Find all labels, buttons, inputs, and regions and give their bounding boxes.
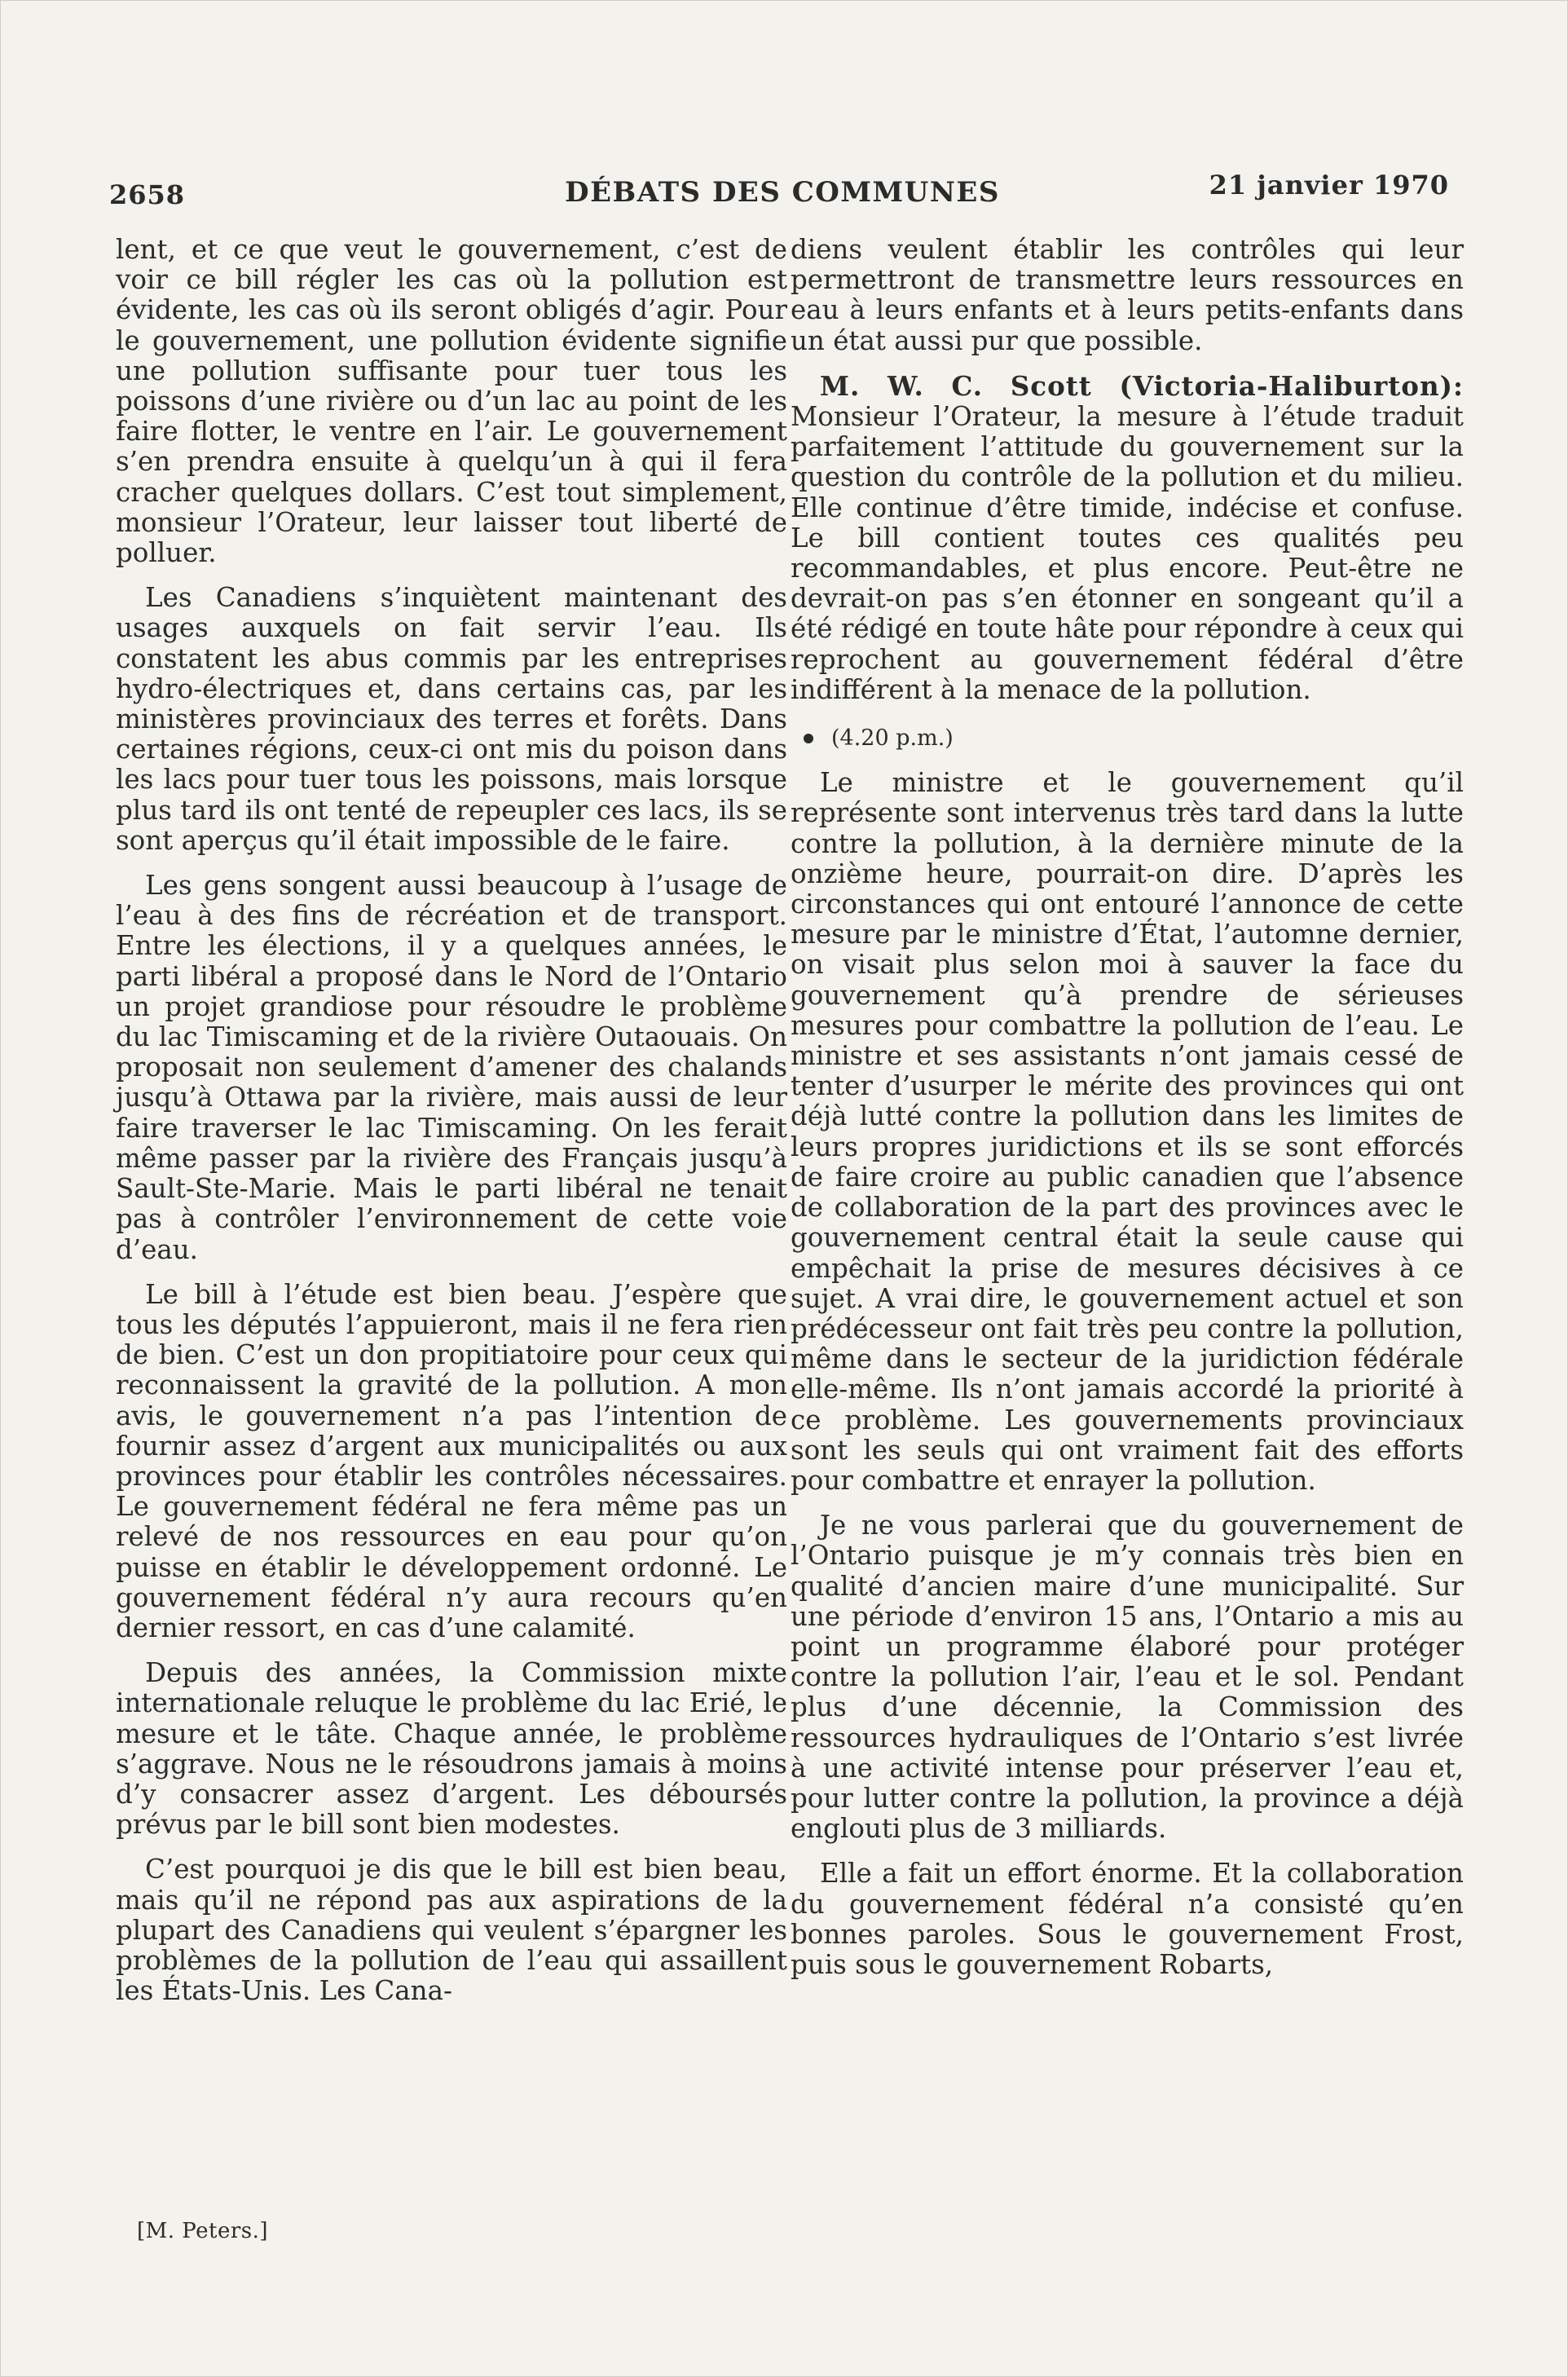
timestamp <box>791 723 1464 753</box>
page-header <box>109 166 1456 215</box>
right-column <box>791 235 1464 1980</box>
paragraph: C’est pourquoi je dis que le bill est bien beau, mais qu’il ne répond pas aux aspirations de la plupart des Canadiens qui veulent s’épargner les problèmes de la pollution de l’eau qui assaillent les États-Unis. Les Cana- <box>116 1854 787 2007</box>
paragraph: Depuis des années, la Commission mixte internationale reluque le problème du lac Erié, le mesure et le tâte. Chaque année, le problème s’aggrave. Nous ne le résoudrons jamais à moins d’y consacrer assez d’argent. Les déboursés prévus par le bill sont bien modestes. <box>116 1657 787 1841</box>
speaker-text: Monsieur l’Orateur, la mesure à l’étude traduit parfaitement l’attitude du gouvernement sur la question du contrôle de la pollution et du milieu. Elle continue d’être timide, indécise et confuse. Le bill contient toutes ces qualités peu recommandables, et plus encore. Peut-être ne devrait-on pas s’en étonner en songeant qu’il a été rédigé en toute hâte pour répondre à ceux qui reprochent au gouvernement fédéral d’être indifférent à la menace de la pollution. <box>791 401 1464 705</box>
journal-title: DÉBATS DES COMMUNES <box>565 176 1000 209</box>
speaker-attribution: [M. Peters.] <box>137 2219 269 2243</box>
paragraph: lent, et ce que veut le gouvernement, c’est de voir ce bill régler les cas où la pollution est évidente, les cas où ils seront obligés d’agir. Pour le gouvernement, une pollution évidente signifie une pollution suffisante pour tuer tous les poissons d’une rivière ou d’un lac au point de les faire flotter, le ventre en l’air. Le gouvernement s’en prendra ensuite à quelqu’un à qui il fera cracher quelques dollars. C’est tout simplement, monsieur l’Orateur, leur laisser tout liberté de polluer. <box>116 234 787 569</box>
issue-date: 21 janvier 1970 <box>1209 170 1449 201</box>
paragraph: Je ne vous parlerai que du gouvernement de l’Ontario puisque je m’y connais très bien en qualité d’ancien maire d’une municipalité. Sur une période d’environ 15 ans, l’Ontario a mis au point un programme élaboré pour protéger contre la pollution l’air, l’eau et le sol. Pendant plus d’une décennie, la Commission des ressources hydrauliques de l’Ontario s’est livrée à une activité intense pour préserver l’eau et, pour lutter contre la pollution, la province a déjà englouti plus de 3 milliards. <box>791 1510 1464 1845</box>
speaker-name: M. W. C. Scott (Victoria-Haliburton): <box>820 369 1464 402</box>
left-column <box>116 235 787 2006</box>
paragraph: Elle a fait un effort énorme. Et la collaboration du gouvernement fédéral n’a consisté qu’en bonnes paroles. Sous le gouvernement Frost, puis sous le gouvernement Robarts, <box>791 1858 1464 1980</box>
page-number: 2658 <box>109 179 186 210</box>
paragraph: Le bill à l’étude est bien beau. J’espère que tous les députés l’appuieront, mais il ne fera rien de bien. C’est un don propitiatoire pour ceux qui reconnaissent la gravité de la pollution. A mon avis, le gouvernement n’a pas l’intention de fournir assez d’argent aux municipalités ou aux provinces pour établir les contrôles nécessaires. Le gouvernement fédéral ne fera même pas un relevé de nos ressources en eau pour qu’on puisse en établir le développement ordonné. Le gouvernement fédéral n’y aura recours qu’en dernier ressort, en cas d’une calamité. <box>116 1278 787 1643</box>
paragraph: Les gens songent aussi beaucoup à l’usage de l’eau à des fins de récréation et de transport. Entre les élections, il y a quelques années, le parti libéral a proposé dans le Nord de l’Ontario un projet grandiose pour résoudre le problème du lac Timiscaming et de la rivière Outaouais. On proposait non seulement d’amener des chalands jusqu’à Ottawa par la rivière, mais aussi de leur faire traverser le lac Timiscaming. On les ferait même passer par la rivière des Français jusqu’à Sault-Ste-Marie. Mais le parti libéral ne tenait pas à contrôler l’environnement de cette voie d’eau. <box>116 870 787 1265</box>
paragraph: Le ministre et le gouvernement qu’il représente sont intervenus très tard dans la lutte contre la pollution, à la dernière minute de la onzième heure, pourrait-on dire. D’après les circonstances qui ont entouré l’annonce de cette mesure par le ministre d’État, l’automne dernier, on visait plus selon moi à sauver la face du gouvernement qu’à prendre de sérieuses mesures pour combattre la pollution de l’eau. Le ministre et ses assistants n’ont jamais cessé de tenter d’usurper le mérite des provinces qui ont déjà lutté contre la pollution dans les limites de leurs propres juridictions et ils se sont efforcés de faire croire au public canadien que l’absence de collaboration de la part des provinces avec le gouvernement central était la seule cause qui empêchait la prise de mesures décisives à ce sujet. A vrai dire, le gouvernement actuel et son prédécesseur ont fait très peu contre la pollution, même dans le secteur de la juridiction fédérale elle-même. Ils n’ont jamais accordé la priorité à ce problème. Les gouvernements provinciaux sont les seuls qui ont vraiment fait des efforts pour combattre et enrayer la pollution. <box>791 767 1464 1496</box>
timestamp-text: (4.20 p.m.) <box>831 725 954 752</box>
paragraph: Les Canadiens s’inquiètent maintenant des usages auxquels on fait servir l’eau. Ils constatent les abus commis par les entreprises hydro-électriques et, dans certains cas, par les ministères provinciaux des terres et forêts. Dans certaines régions, ceux-ci ont mis du poison dans les lacs pour tuer tous les poissons, mais lorsque plus tard ils ont tenté de repeupler ces lacs, ils se sont aperçus qu’il était impossible de le faire. <box>116 582 787 856</box>
bullet-icon <box>804 734 813 743</box>
speaker-paragraph <box>791 371 1464 705</box>
paragraph-continuation: diens veulent établir les contrôles qui leur permettront de transmettre leurs ressources en eau à leurs enfants et à leurs petits-enfants dans un état aussi pur que possible. <box>791 234 1464 356</box>
